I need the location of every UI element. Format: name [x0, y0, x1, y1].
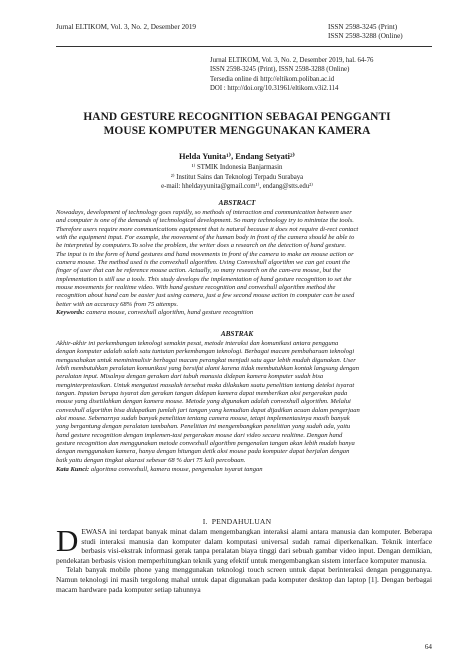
abstract-id-line: Akhir-akhir ini perkembangan teknologi semakin pesat, metode interaksi dan komunikasi antara pengguna	[56, 340, 339, 347]
abstract-en-line: implementation is still use a tools. This study develops the implementation of hand gesture recognition to set the	[56, 275, 352, 283]
abstract-english	[56, 209, 432, 309]
abstract-en-line: finger of user that can be reference mouse action. Actually, so many research on the cam-era mouse, but the	[56, 267, 341, 275]
pubinfo-doi[interactable]: DOI : http://doi.org/10.31961/eltikom.v3i2.114	[210, 85, 339, 93]
abstract-heading: ABSTRACT	[218, 199, 256, 207]
abstract-en-line: The input is in the form of hand gestures and hand movements in front of the camera to make an mouse action or	[56, 250, 354, 258]
section-title: PENDAHULUAN	[211, 517, 272, 526]
intro-paragraph-2: Telah banyak mobile phone yang menggunakan teknologi touch screen untuk dapat berinteraksi dengan penggunanya. Namun teknologi ini masih tergolong mahal untuk dapat digunakan pada komputer desktop dan laptop [1]. Dengan berbagai macam hardware pada komputer setiap tahunnya	[56, 565, 432, 594]
abstract-id-line: peralatan input. Misalnya dengan gerakan dari tubuh manusia didepan kamera komputer sudah bisa	[56, 373, 324, 381]
abstract-id-line: mouse yang disetilahkan dengan kamera mouse. Metode yang digunakan adalah convexhull algorithm. Melalui	[56, 398, 351, 406]
author-emails: e-mail: hheldayyunita@gmail.com¹⁾, endang@stts.edu²⁾	[161, 183, 313, 191]
abstract-id-line: yang bergantung dengan peralatan tambahan. Penelitian ini mengembangkan penelitian yang sudah ada, yaitu	[56, 423, 351, 431]
header-rule	[56, 46, 432, 47]
introduction-body	[56, 523, 432, 594]
abstract-id-line: lebih membutuhkan peralatan komunikasi yang bersifat alami karena tidak membutuhkan kontak langsung dengan	[56, 365, 360, 373]
abstract-en-line: Therefore users require more communications equipment that is natural because it does not require di-rect contact	[56, 225, 359, 233]
issn-block	[328, 23, 432, 40]
abstract-en-line: with the equipment input. For example, the movement of the human body in front of the camera should be able to	[56, 234, 355, 242]
paper-title	[40, 110, 434, 138]
affiliation-1: ¹⁾ STMIK Indonesia Banjarmasin	[191, 164, 283, 171]
issn-print: ISSN 2598-3245 (Print)	[328, 23, 398, 31]
abstract-id-line: dengan menggunakan kamera, hanya dengan hitungan detik aksi mouse pada komputer dapat berjalan dengan	[56, 448, 350, 456]
kata-kunci-text: algoritma convexhull, kamera mouse, pengenalan isyarat tangan	[89, 466, 263, 473]
affiliation-2: ²⁾ Institut Sains dan Teknologi Terpadu Surabaya	[170, 173, 304, 181]
abstract-indonesian	[56, 340, 432, 465]
page-number: 64	[424, 643, 432, 651]
abstract-en-line: be interpreted by computers.To solve the problem, the writer does a research on the detection of hand gesture.	[56, 242, 347, 250]
title-line-2: MOUSE KOMPUTER MENGGUNAKAN KAMERA	[103, 125, 371, 137]
intro-paragraph-1-text: EWASA ini terdapat banyak minat dalam mengembangkan interaksi alami antara manusia dan komputer. Beberapa studi interaksi manusia dan komputer dalam komputasi universal sudah ramai diperkenalkan. Teknik interface berbasis visi-ekstrak informasi gerak tanpa peralatan biaya tinggi dari sebuah gambar video input. Dengan demikian, pendekatan berbasis vision memperhitungkan teknik yang efektif untuk mengembangkan sistem interface komputer manusia.	[56, 527, 432, 565]
section-heading	[40, 517, 434, 526]
issn-online: ISSN 2598-3288 (Online)	[328, 31, 403, 40]
keywords-indonesian	[56, 466, 432, 474]
abstrak-heading: ABSTRAK	[220, 330, 254, 338]
drop-cap: D	[56, 523, 79, 558]
pubinfo-volume: Jurnal ELTIKOM, Vol. 3, No. 2, Desember 2019, hal. 64-76	[210, 57, 374, 64]
publication-info	[210, 56, 373, 94]
title-line-1: HAND GESTURE RECOGNITION SEBAGAI PENGGANTI	[83, 111, 391, 123]
pubinfo-issn: ISSN 2598-3245 (Print), ISSN 2598-3288 (Online)	[210, 66, 350, 74]
abstract-id-line: convexhull algorithm bisa didapatkan jumlah jari tangan yang kemudian dapat dijadikan acuan dalam pengerjaan	[56, 406, 360, 414]
abstract-en-line: Nowadays, development of technology goes rapidly, so methods of interaction and communication between user	[56, 209, 352, 216]
abstract-id-line: hand gesture recognition dengan implemen-tasi pergerakan mouse dari video secara realtime. Dengan hand	[56, 431, 343, 439]
abstract-en-line: and computer is one of the demands of technological development. So many technology try to minimize the tools.	[56, 217, 354, 225]
abstract-en-line: mouse movements for realtime video. With hand gesture recognition and convexhull algorithm method the	[56, 284, 336, 292]
affiliations	[40, 163, 434, 192]
author-list: Helda Yunita¹⁾, Endang Setyati²⁾	[179, 152, 295, 161]
abstract-en-line: recognition about hand can be easier just using camera, just a few second mouse action in computer can be used	[56, 292, 355, 300]
abstract-id-line: baik yaitu dengan tingkat akurasi sebesar 68 % dari 75 kali percobaan.	[56, 456, 246, 464]
keywords-text: camera mouse, convexhull algorithm, hand gesture recognition	[84, 309, 254, 316]
section-number: I.	[202, 517, 208, 526]
abstract-en-line: camera mouse. The method used is the convexhull algorithm. Using Convexhull algorithm we can get count the	[56, 259, 351, 267]
abstract-id-line: dengan komputer adalah salah satu tuntutan perkembangan teknologi. Berbagai macam pembaharuan teknologi	[56, 348, 355, 356]
abstract-id-line: menginterpretasikan. Untuk mengatasi masalah tersebut maka dilakukan suatu penelitian tentang deteksi isyarat	[56, 381, 355, 389]
journal-citation: Jurnal ELTIKOM, Vol. 3, No. 2, Desember 2019	[56, 23, 197, 31]
keywords-label: Keywords:	[56, 309, 85, 316]
pubinfo-url[interactable]: Tersedia online di http://eltikom.poliban.ac.id	[210, 75, 335, 83]
keywords-english	[56, 309, 432, 317]
kata-kunci-label: Kata Kunci:	[56, 466, 90, 473]
intro-paragraph-1	[56, 523, 432, 565]
abstract-id-line: aksi mouse. Sebenarnya sudah banyak penelitian tentang camera mouse, tetapi implementasinya masih banyak	[56, 415, 350, 423]
abstract-id-line: gesture recognition dan menggunakan metode convexhull algorithm pengenalan tangan akan lebih mudah hanya	[56, 440, 355, 448]
abstract-id-line: mengusahakan untuk meminimalisir berbagai macam perangkat menjadi satu agar lebih mudah digunakan. User	[56, 356, 356, 364]
abstract-id-line: tangan. Inputan berupa isyarat dan gerakan tangan didepan kamera dapat memberikan aksi pergerakan pada	[56, 390, 348, 398]
abstract-en-line: better with an accuracy 68% from 75 attemps.	[56, 300, 179, 308]
